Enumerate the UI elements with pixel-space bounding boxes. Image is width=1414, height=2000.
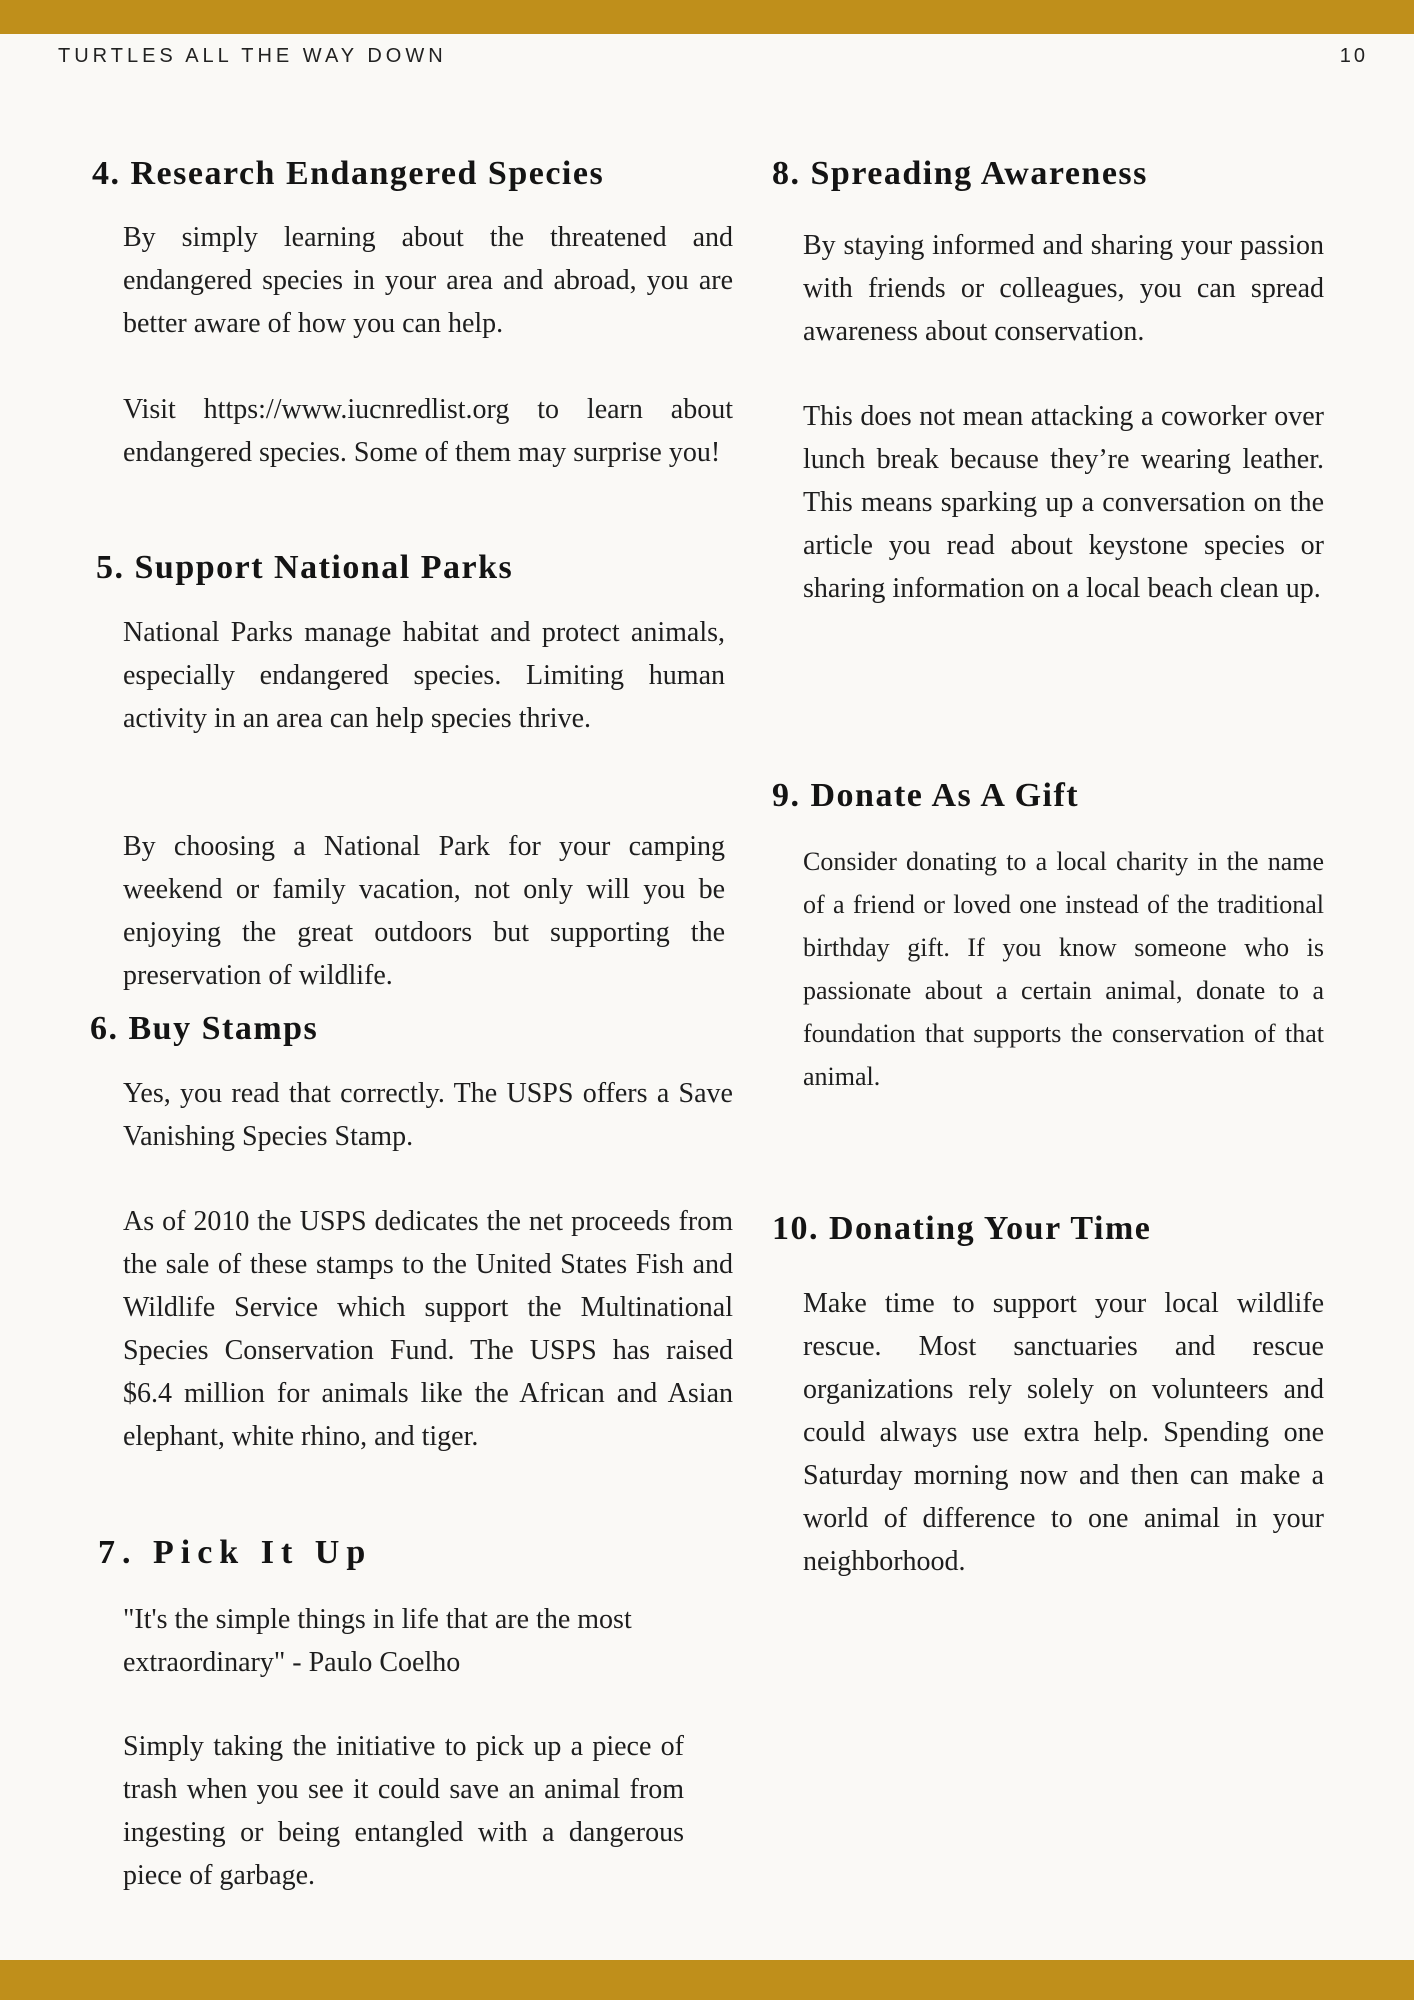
bottom-accent-bar	[0, 1960, 1414, 2000]
paragraph-parks-2: By choosing a National Park for your camping weekend or family vacation, not only will you be enjoying the great outdoors but supporting the preservation of wildlife.	[123, 831, 725, 991]
running-title: TURTLES ALL THE WAY DOWN	[58, 45, 447, 67]
heading-spreading-awareness: 8. Spreading Awareness	[772, 155, 1148, 192]
paragraph-gift: Consider donating to a local charity in the name of a friend or loved one instead of the traditional birthday gift. If you know someone who is passionate about a certain animal, donate to a foundation that supports the conservation of that animal.	[803, 847, 1324, 1091]
heading-support-national-parks: 5. Support National Parks	[96, 549, 514, 586]
page-number: 10	[1339, 45, 1368, 67]
paragraph-stamps-2: As of 2010 the USPS dedicates the net proceeds from the sale of these stamps to the United States Fish and Wildlife Service which support the Multinational Species Conservation Fund. The USPS has raised $6.4 million for animals like the African and Asian elephant, white rhino, and tiger.	[123, 1206, 733, 1452]
paragraph-research-1: By simply learning about the threatened and endangered species in your area and abroad, you are better aware of how you can help.	[123, 222, 733, 339]
heading-buy-stamps: 6. Buy Stamps	[90, 1010, 319, 1047]
paragraph-parks-1: National Parks manage habitat and protect animals, especially endangered species. Limiting human activity in an area can help species thrive.	[123, 617, 725, 734]
paragraph-awareness-2: This does not mean attacking a coworker over lunch break because they’re wearing leather. This means sparking up a conversation on the article you read about keystone species or sharing information on a local beach clean up.	[803, 401, 1324, 604]
heading-donating-your-time: 10. Donating Your Time	[772, 1210, 1152, 1247]
top-accent-bar	[0, 0, 1414, 34]
heading-research-endangered-species: 4. Research Endangered Species	[92, 155, 605, 192]
heading-pick-it-up: 7. Pick It Up	[98, 1534, 373, 1571]
paragraph-stamps-1: Yes, you read that correctly. The USPS offers a Save Vanishing Species Stamp.	[123, 1078, 733, 1152]
paragraph-pick-up: Simply taking the initiative to pick up a piece of trash when you see it could save an animal from ingesting or being entangled with a dangerous piece of garbage.	[123, 1731, 684, 1891]
paragraph-awareness-1: By staying informed and sharing your passion with friends or colleagues, you can spread awareness about conservation.	[803, 230, 1324, 347]
paragraph-research-2: Visit https://www.iucnredlist.org to learn about endangered species. Some of them may surprise you!	[123, 394, 733, 468]
paragraph-quote: "It's the simple things in life that are the most extraordinary" - Paulo Coelho	[123, 1604, 632, 1678]
heading-donate-as-a-gift: 9. Donate As A Gift	[772, 777, 1080, 814]
paragraph-time: Make time to support your local wildlife rescue. Most sanctuaries and rescue organizations rely solely on volunteers and could always use extra help. Spending one Saturday morning now and then can make a world of difference to one animal in your neighborhood.	[803, 1288, 1324, 1577]
